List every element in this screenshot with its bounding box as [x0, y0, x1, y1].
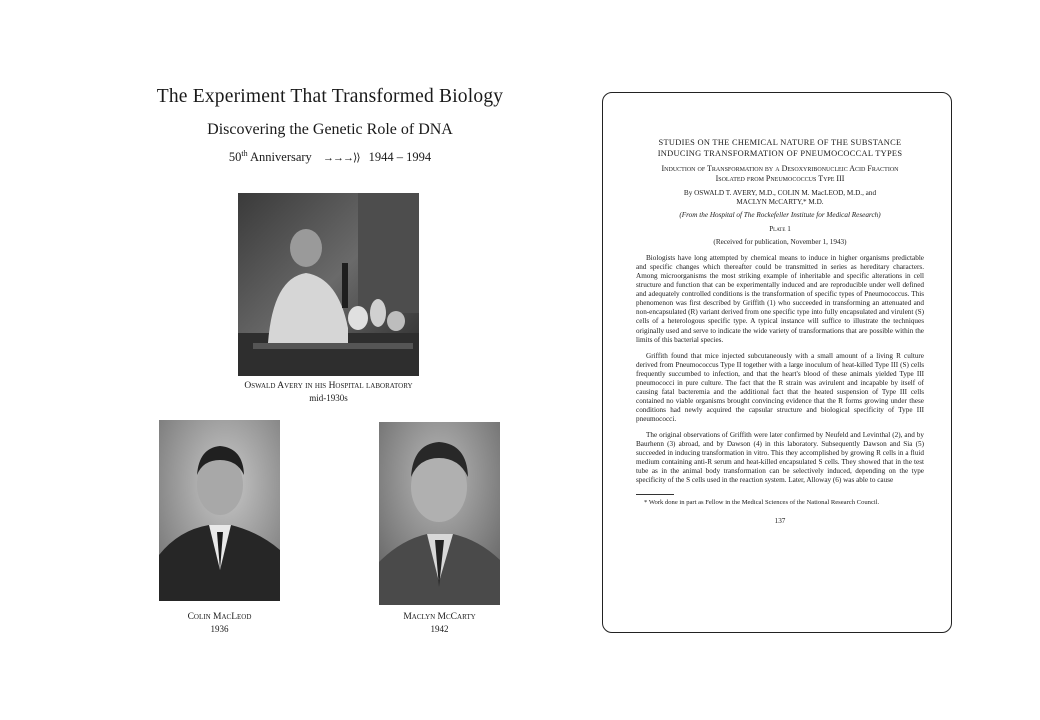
arrows-ornament: →→→⟩⟩	[322, 152, 360, 165]
avery-caption-line1: Oswald Avery in his Hospital laboratory	[244, 381, 413, 391]
mccarty-caption-line2: 1942	[430, 624, 449, 634]
anniversary-number: 50	[228, 150, 242, 165]
anniversary-years: 1944 – 1994	[368, 150, 432, 165]
paper-authors	[636, 189, 924, 207]
paper-footnote: * Work done in part as Fellow in the Medical Sciences of the National Research Council.	[644, 499, 880, 507]
paper-received: (Received for publication, November 1, 1943)	[713, 238, 847, 247]
paper-title-line2: INDUCING TRANSFORMATION OF PNEUMOCOCCAL TYPES	[657, 148, 903, 158]
avery-photo	[238, 193, 419, 376]
mccarty-caption-line1: Maclyn McCarty	[403, 612, 476, 622]
page-number: 137	[774, 516, 786, 525]
macleod-caption	[159, 611, 280, 635]
anniversary-suffix: th	[241, 149, 248, 158]
paper-subtitle	[636, 164, 924, 184]
left-page	[110, 0, 550, 720]
mccarty-photo	[379, 422, 500, 605]
paper-paragraph-1: Biologists have long attempted by chemical means to induce in higher organisms predictable and specific changes which thereafter could be transmitted in series as hereditary characters. Among microorganisms the most striking example of inheritable and specific alterations in cell structure and function that can be experimentally induced and are reproducible under well defined and adequately controlled conditions is the transformation of specific types of Pneumococcus. This phenomenon was first described by Griffith (1) who succeeded in transforming an attenuated and non-encapsulated (R) variant derived from one specific type into fully encapsulated and virulent (S) cells of a heterologous specific type. A typical instance will suffice to illustrate the techniques originally used and serve to indicate the wide variety of transformations that are possible within the limits of this bacterial species.	[636, 254, 924, 344]
anniversary-label: Anniversary	[250, 150, 312, 165]
macleod-caption-line2: 1936	[210, 624, 229, 634]
paper-page	[602, 92, 952, 633]
macleod-photo	[159, 420, 280, 601]
mccarty-caption	[379, 611, 500, 635]
page-title: The Experiment That Transformed Biology	[156, 86, 504, 107]
footnote-rule	[636, 494, 674, 495]
paper-content	[636, 138, 924, 526]
paper-paragraph-3: The original observations of Griffith were later confirmed by Neufeld and Levinthal (2), and by Baurhenn (3) abroad, and by Dawson (4) in this laboratory. Subsequently Dawson and Sia (5) succeeded in inducing transformation in vitro. This they accomplished by growing R cells in a fluid medium containing anti-R serum and heat-killed encapsulated S cells. They showed that in the test tube as in the animal body transformation can be selectively induced, depending on the type specificity of the S cells used in the reaction system. Later, Alloway (6) was able to cause	[636, 430, 924, 485]
avery-caption-line2: mid-1930s	[309, 393, 348, 403]
paper-plate: Plate 1	[769, 225, 791, 234]
paper-subtitle-line1: Induction of Transformation by a Desoxyribonucleic Acid Fraction	[661, 164, 899, 173]
anniversary-line	[110, 149, 550, 165]
paper-authors-line1: By OSWALD T. AVERY, M.D., COLIN M. MacLEOD, M.D., and	[683, 189, 877, 197]
page-subtitle: Discovering the Genetic Role of DNA	[207, 121, 453, 138]
paper-title	[636, 138, 924, 159]
paper-affiliation: (From the Hospital of The Rockefeller Institute for Medical Research)	[679, 211, 881, 219]
avery-caption	[238, 380, 419, 404]
paper-authors-line2: MACLYN McCARTY,* M.D.	[736, 198, 824, 206]
paper-subtitle-line2: Isolated from Pneumococcus Type III	[715, 174, 845, 183]
macleod-caption-line1: Colin MacLeod	[187, 612, 252, 622]
paper-title-line1: STUDIES ON THE CHEMICAL NATURE OF THE SUBSTANCE	[658, 138, 902, 147]
paper-paragraph-2: Griffith found that mice injected subcutaneously with a small amount of a living R culture derived from Pneumococcus Type II together with a large inoculum of heat-killed Type III (S) cells frequently succumbed to infection, and that the heart's blood of these animals yielded Type III pneumococci in pure culture. The fact that the R strain was avirulent and incapable by itself of causing fatal bacteremia and the additional fact that the heated suspension of Type III cells contained no viable organisms brought convincing evidence that the R forms growing under these conditions had newly acquired the capsular structure and biological specificity of Type III pneumococci.	[636, 351, 924, 423]
